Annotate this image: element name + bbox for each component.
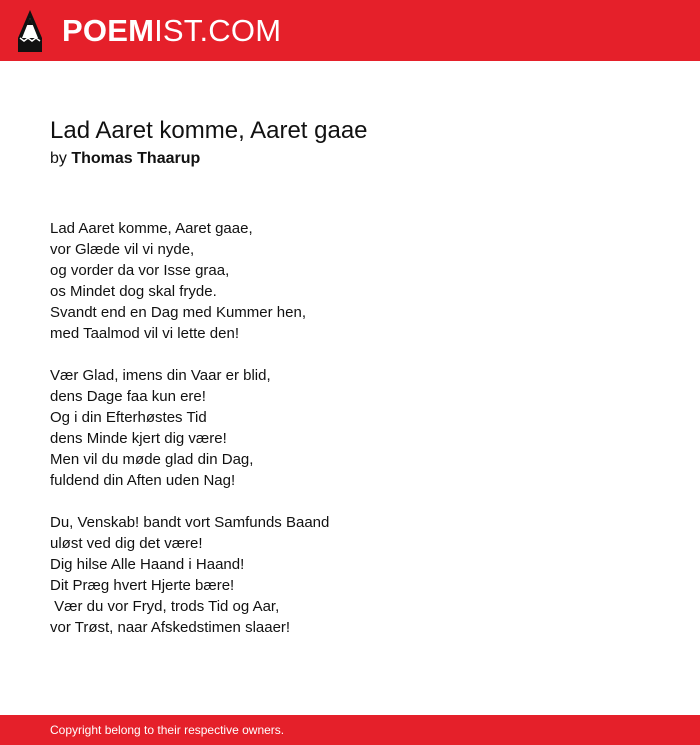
poem-line: vor Trøst, naar Afskedstimen slaaer! xyxy=(50,619,291,636)
poem-line: Dit Præg hvert Hjerte bære! xyxy=(50,577,235,594)
byline xyxy=(50,148,200,170)
poem-line: og vorder da vor Isse graa, xyxy=(50,262,230,279)
copyright-text: Copyright belong to their respective owners. xyxy=(50,723,285,737)
poem-line: fuldend din Aften uden Nag! xyxy=(50,472,236,489)
pencil-icon[interactable] xyxy=(18,10,42,52)
poem-line: dens Dage faa kun ere! xyxy=(50,388,206,405)
poem-line: os Mindet dog skal fryde. xyxy=(50,283,217,300)
stanza xyxy=(50,365,329,491)
poem-line: Men vil du møde glad din Dag, xyxy=(50,451,254,468)
author-name: Thomas Thaarup xyxy=(71,150,201,167)
poem-line: Vær du vor Fryd, trods Tid og Aar, xyxy=(50,598,280,615)
site-footer xyxy=(0,715,700,745)
poem-body xyxy=(50,218,329,659)
site-header xyxy=(0,0,700,61)
poem-line: uløst ved dig det være! xyxy=(50,535,203,552)
poem-line: vor Glæde vil vi nyde, xyxy=(50,241,195,258)
poem-line: med Taalmod vil vi lette den! xyxy=(50,325,239,342)
site-logo-text[interactable] xyxy=(62,12,281,50)
brand-light: IST.COM xyxy=(154,13,282,48)
stanza xyxy=(50,512,329,638)
by-label: by xyxy=(50,150,67,167)
brand-bold: POEM xyxy=(62,13,155,48)
poem-title: Lad Aaret komme, Aaret gaae xyxy=(50,117,368,144)
poem-line: Dig hilse Alle Haand i Haand! xyxy=(50,556,245,573)
poem-line: Du, Venskab! bandt vort Samfunds Baand xyxy=(50,514,330,531)
poem-line: Lad Aaret komme, Aaret gaae, xyxy=(50,220,253,237)
poem-line: Og i din Efterhøstes Tid xyxy=(50,409,207,426)
poem-line: Svandt end en Dag med Kummer hen, xyxy=(50,304,306,321)
stanza xyxy=(50,218,329,344)
poem-line: Vær Glad, imens din Vaar er blid, xyxy=(50,367,271,384)
poem-line: dens Minde kjert dig være! xyxy=(50,430,227,447)
